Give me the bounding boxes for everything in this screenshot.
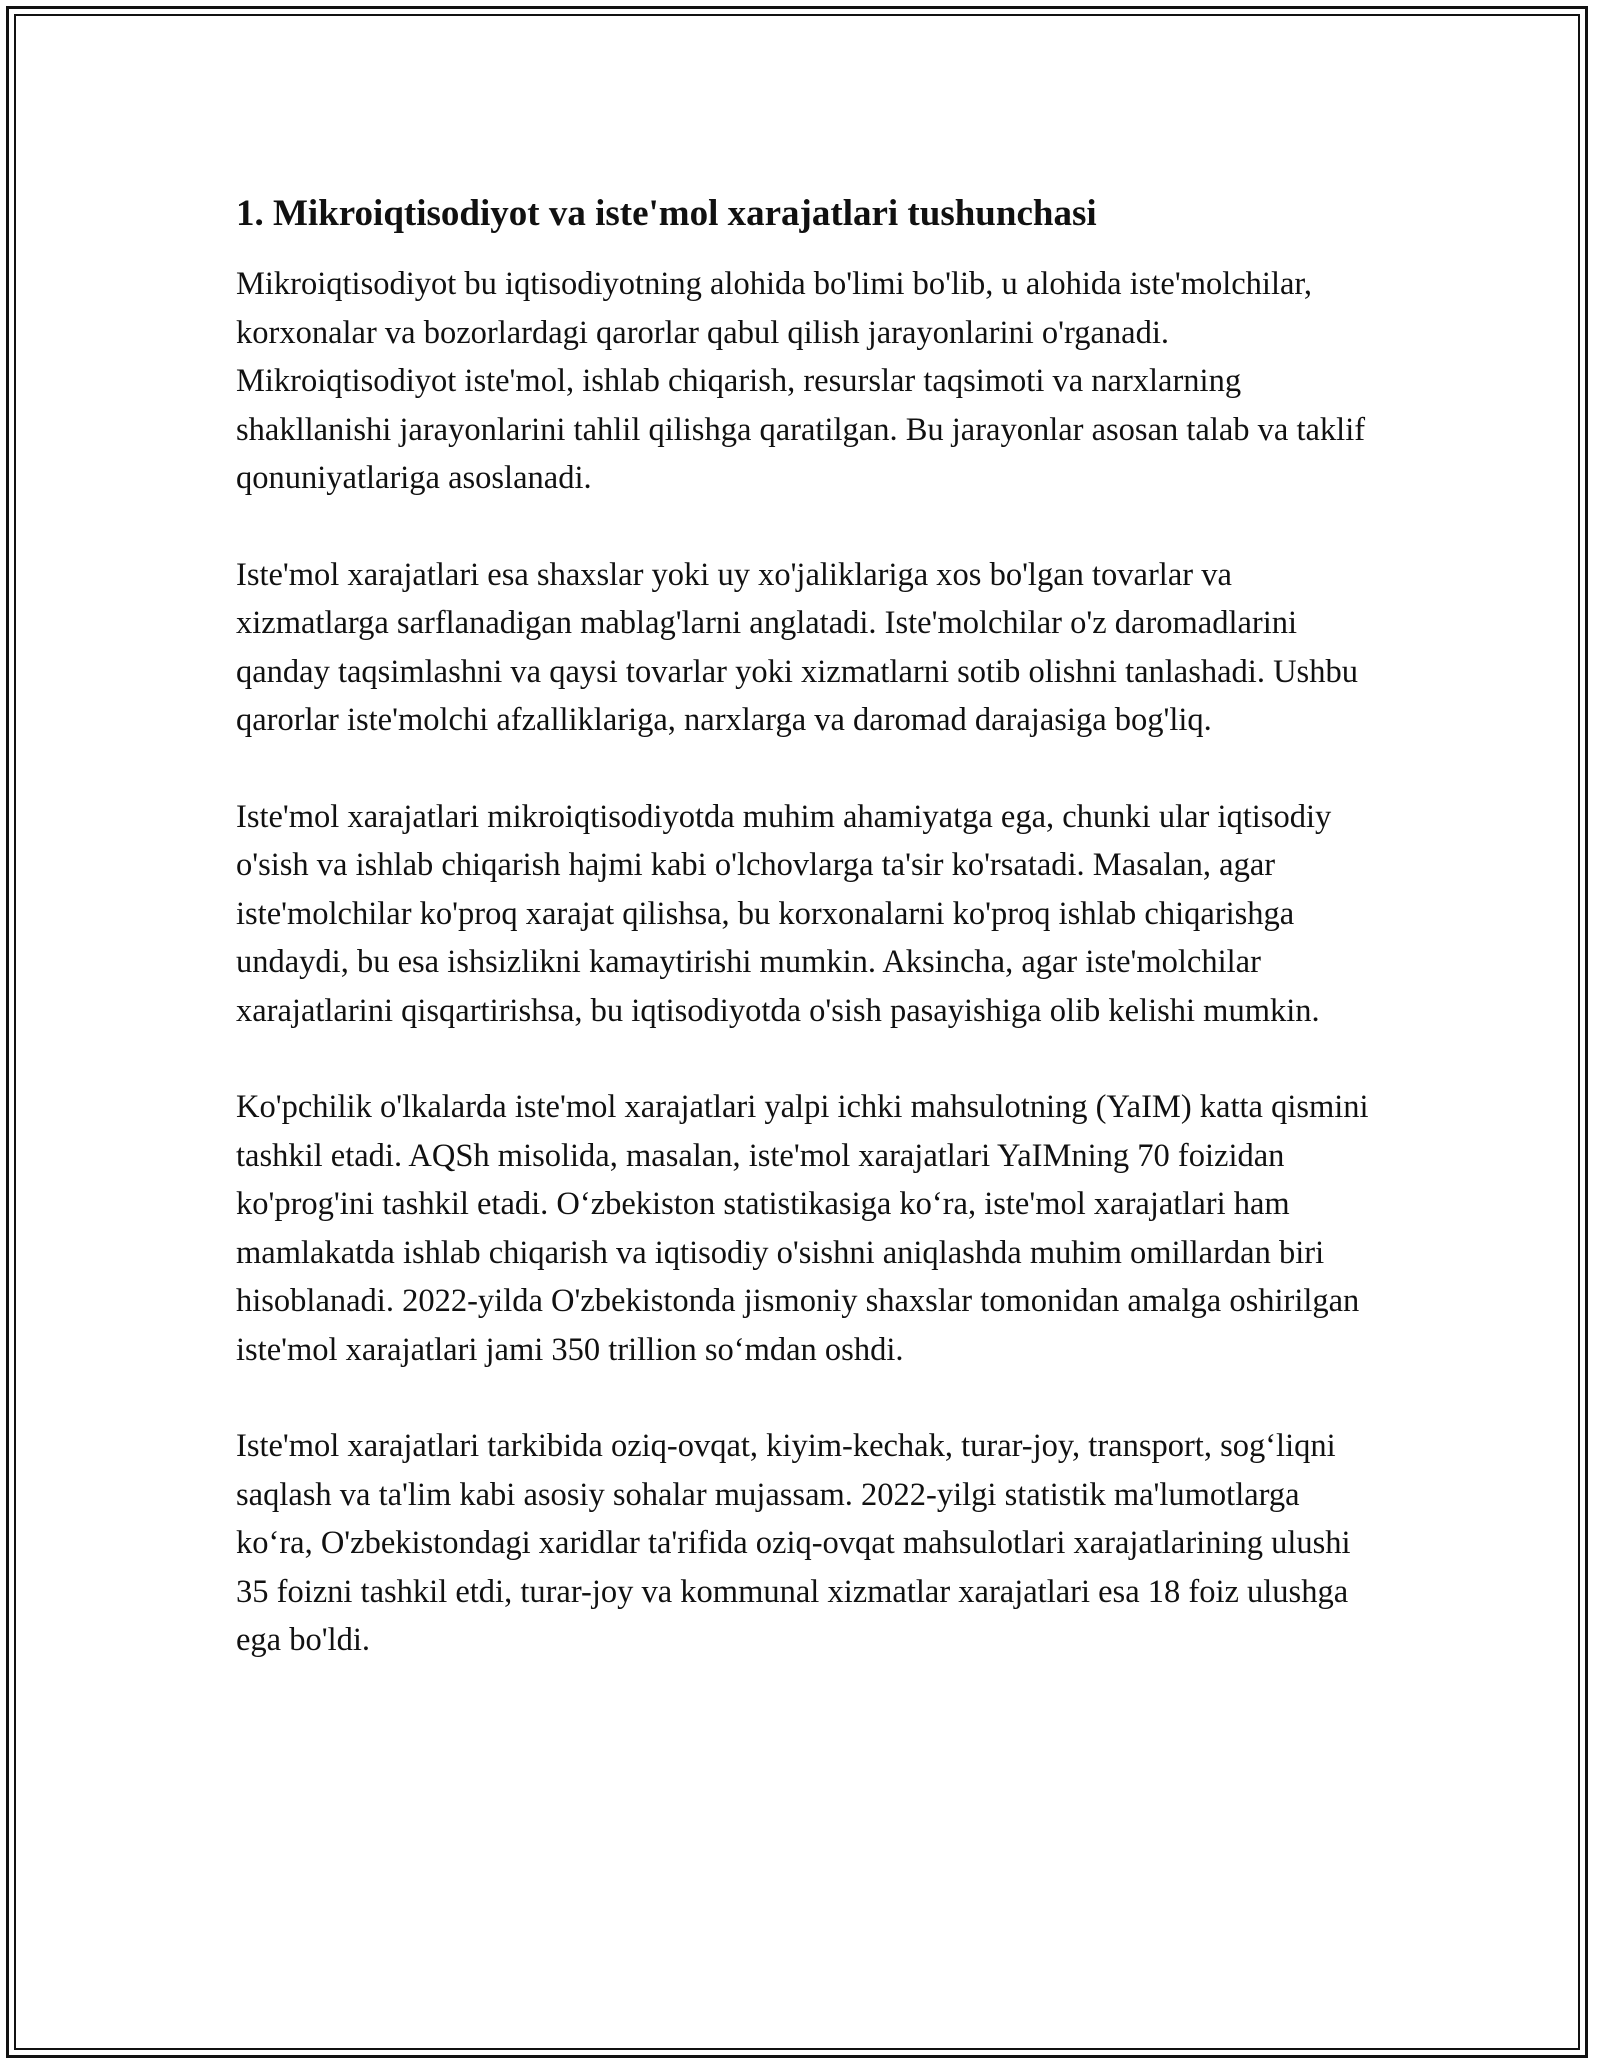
document-body — [236, 188, 1376, 1713]
paragraph-consumer-spending-definition: Iste'mol xarajatlari esa shaxslar yoki uy xo'jaliklariga xos bo'lgan tovarlar va xizmatlarga sarflanadigan mablag'larni anglatadi. Iste'molchilar o'z daromadlarini qanday taqsimlashni va qaysi tovarlar yoki xizmatlarni sotib olishni tanlashadi. Ushbu qarorlar iste'molchi afzalliklariga, narxlarga va daromad darajasiga bog'liq. — [236, 556, 1358, 738]
paragraph-spending-structure: Iste'mol xarajatlari tarkibida oziq-ovqat, kiyim-kechak, turar-joy, transport, sog‘liqni saqlash va ta'lim kabi asosiy sohalar mujassam. 2022-yilgi statistik ma'lumotlarga ko‘ra, O'zbekistondagi xaridlar ta'rifida oziq-ovqat mahsulotlari xarajatlarining ulushi 35 foizni tashkil etdi, turar-joy va kommunal xizmatlar xarajatlari esa 18 foiz ulushga ega bo'ldi. — [236, 1428, 1351, 1658]
paragraph-microeconomics-definition: Mikroiqtisodiyot bu iqtisodiyotning alohida bo'limi bo'lib, u alohida iste'molchilar, korxonalar va bozorlardagi qarorlar qabul qilish jarayonlarini o'rganadi. Mikroiqtisodiyot iste'mol, ishlab chiqarish, resurslar taqsimoti va narxlarning shakllanishi jarayonlarini tahlil qilishga qaratilgan. Bu jarayonlar asosan talab va taklif qonuniyatlariga asoslanadi. — [236, 266, 1366, 496]
paragraph-spending-importance: Iste'mol xarajatlari mikroiqtisodiyotda muhim ahamiyatga ega, chunki ular iqtisodiy o'sish va ishlab chiqarish hajmi kabi o'lchovlarga ta'sir ko'rsatadi. Masalan, agar iste'molchilar ko'proq xarajat qilishsa, bu korxonalarni ko'proq ishlab chiqarishga undaydi, bu esa ishsizlikni kamaytirishi mumkin. Aksincha, agar iste'molchilar xarajatlarini qisqartirishsa, bu iqtisodiyotda o'sish pasayishiga olib kelishi mumkin. — [236, 798, 1332, 1029]
paragraph-gdp-share: Ko'pchilik o'lkalarda iste'mol xarajatlari yalpi ichki mahsulotning (YaIM) katta qismini tashkil etadi. AQSh misolida, masalan, iste'mol xarajatlari YaIMning 70 foizidan ko'prog'ini tashkil etadi. O‘zbekiston statistikasiga ko‘ra, iste'mol xarajatlari ham mamlakatda ishlab chiqarish va iqtisodiy o'sishni aniqlashda muhim omillardan biri hisoblanadi. 2022-yilda O'zbekistonda jismoniy shaxslar tomonidan amalga oshirilgan iste'mol xarajatlari jami 350 trillion so‘mdan oshdi. — [236, 1089, 1369, 1368]
section-heading: 1. Mikroiqtisodiyot va iste'mol xarajatlari tushunchasi — [236, 193, 1097, 234]
